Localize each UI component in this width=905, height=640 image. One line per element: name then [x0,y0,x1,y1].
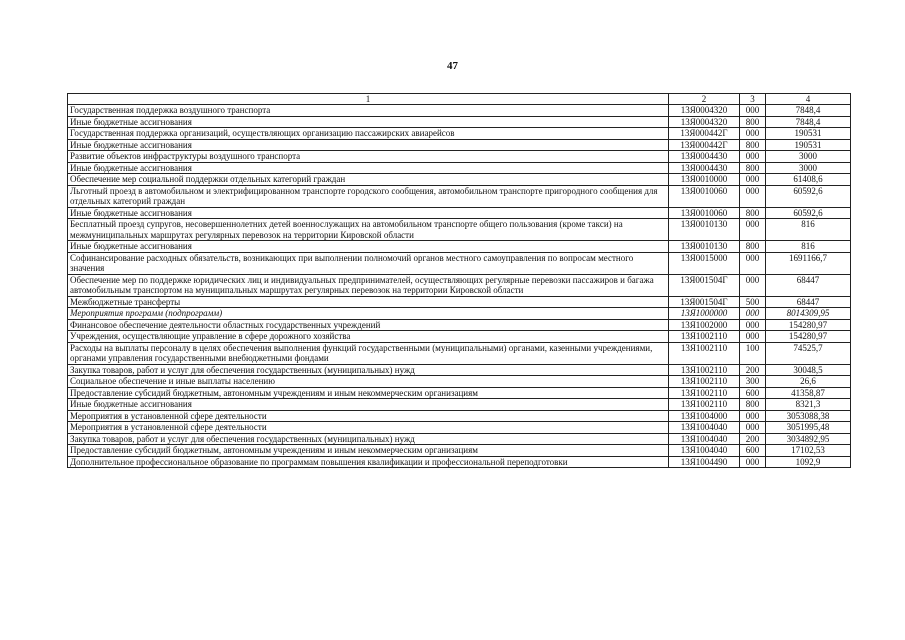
cell-name: Мероприятия программ (подпрограмм) [68,308,669,320]
cell-sum: 3000 [766,162,851,174]
cell-name: Расходы на выплаты персоналу в целях обеспечения выполнения функций государственными (муниципальными) органами, казенными учреждениями, органами управления государственными внебюджетными фондами [68,342,669,364]
cell-name: Учреждения, осуществляющие управление в сфере дорожного хозяйства [68,331,669,343]
table-row [68,105,851,117]
table-row [68,162,851,174]
cell-name: Дополнительное профессиональное образование по программам повышения квалификации и профессиональной переподготовки [68,456,669,468]
cell-name: Софинансирование расходных обязательств, возникающих при выполнении полномочий органов местного самоуправления по вопросам местного значения [68,252,669,274]
cell-type: 000 [740,128,766,140]
cell-sum: 190531 [766,128,851,140]
cell-sum: 68447 [766,274,851,296]
table-row [68,308,851,320]
cell-sum: 3000 [766,151,851,163]
cell-name: Обеспечение мер по поддержке юридических лиц и индивидуальных предпринимателей, осуществляющих регулярные перевозки пассажиров и багажа автомобильным транспортом на муниципальных маршрутах регулярных перевозок на территории Кировской области [68,274,669,296]
cell-type: 000 [740,219,766,241]
cell-sum: 3051995,48 [766,422,851,434]
cell-code: 13Я1002110 [669,376,740,388]
cell-sum: 8321,3 [766,399,851,411]
cell-code: 13Я1002110 [669,387,740,399]
cell-sum: 17102,53 [766,445,851,457]
cell-code: 13Я001504Г [669,274,740,296]
table-row [68,185,851,207]
cell-type: 100 [740,342,766,364]
table-row [68,274,851,296]
cell-sum: 68447 [766,296,851,308]
cell-name: Бесплатный проезд супругов, несовершеннолетних детей военнослужащих на автомобильном транспорте общего пользования (кроме такси) на межмуниципальных маршрутах регулярных перевозок на территории Кировской области [68,219,669,241]
cell-name: Государственная поддержка организаций, осуществляющих организацию пассажирских авиарейсов [68,128,669,140]
cell-code: 13Я0004320 [669,105,740,117]
table-row [68,139,851,151]
cell-code: 13Я1002110 [669,399,740,411]
cell-code: 13Я0004320 [669,116,740,128]
cell-code: 13Я0004430 [669,162,740,174]
table-row [68,342,851,364]
header-code: 2 [669,94,740,105]
cell-sum: 1691166,7 [766,252,851,274]
cell-type: 800 [740,241,766,253]
cell-sum: 816 [766,241,851,253]
page-number: 47 [447,60,458,72]
cell-code: 13Я1004040 [669,422,740,434]
cell-sum: 30048,5 [766,364,851,376]
cell-sum: 1092,9 [766,456,851,468]
cell-type: 000 [740,105,766,117]
cell-name: Льготный проезд в автомобильном и электрифицированном транспорте городского сообщения, автомобильном транспорте пригородного сообщения для отдельных категорий граждан [68,185,669,207]
cell-code: 13Я1002110 [669,342,740,364]
cell-type: 500 [740,296,766,308]
table-row [68,456,851,468]
cell-sum: 60592,6 [766,207,851,219]
cell-sum: 7848,4 [766,116,851,128]
cell-sum: 816 [766,219,851,241]
cell-code: 13Я0010130 [669,241,740,253]
cell-code: 13Я0004430 [669,151,740,163]
table-row [68,151,851,163]
cell-code: 13Я1004000 [669,410,740,422]
table-row [68,128,851,140]
table-row [68,252,851,274]
cell-sum: 3034892,95 [766,433,851,445]
cell-type: 000 [740,422,766,434]
table-row [68,296,851,308]
cell-name: Социальное обеспечение и иные выплаты населению [68,376,669,388]
cell-name: Финансовое обеспечение деятельности областных государственных учреждений [68,319,669,331]
cell-code: 13Я1004040 [669,445,740,457]
table-row [68,219,851,241]
table-row [68,174,851,186]
cell-code: 13Я1000000 [669,308,740,320]
table-body [68,105,851,468]
cell-code: 13Я000442Г [669,128,740,140]
cell-type: 800 [740,139,766,151]
cell-name: Государственная поддержка воздушного транспорта [68,105,669,117]
cell-type: 200 [740,433,766,445]
cell-type: 300 [740,376,766,388]
header-type: 3 [740,94,766,105]
cell-name: Предоставление субсидий бюджетным, автономным учреждениям и иным некоммерческим организациям [68,445,669,457]
table-row [68,445,851,457]
cell-sum: 26,6 [766,376,851,388]
cell-code: 13Я1004040 [669,433,740,445]
cell-name: Межбюджетные трансферты [68,296,669,308]
table-row [68,410,851,422]
cell-sum: 8014309,95 [766,308,851,320]
cell-code: 13Я0010060 [669,207,740,219]
cell-code: 13Я0010130 [669,219,740,241]
cell-name: Предоставление субсидий бюджетным, автономным учреждениям и иным некоммерческим организациям [68,387,669,399]
cell-type: 800 [740,207,766,219]
cell-name: Мероприятия в установленной сфере деятельности [68,422,669,434]
cell-type: 000 [740,185,766,207]
cell-type: 000 [740,319,766,331]
cell-code: 13Я1002000 [669,319,740,331]
table-row [68,319,851,331]
table-row [68,433,851,445]
cell-sum: 74525,7 [766,342,851,364]
cell-code: 13Я1004490 [669,456,740,468]
cell-name: Мероприятия в установленной сфере деятельности [68,410,669,422]
table-row [68,422,851,434]
cell-type: 000 [740,274,766,296]
cell-type: 800 [740,116,766,128]
table-row [68,331,851,343]
cell-name: Закупка товаров, работ и услуг для обеспечения государственных (муниципальных) нужд [68,433,669,445]
table-row [68,399,851,411]
table-row [68,207,851,219]
cell-type: 200 [740,364,766,376]
cell-sum: 154280,97 [766,331,851,343]
cell-name: Обеспечение мер социальной поддержки отдельных категорий граждан [68,174,669,186]
cell-code: 13Я0015000 [669,252,740,274]
cell-type: 000 [740,151,766,163]
cell-type: 000 [740,410,766,422]
cell-name: Иные бюджетные ассигнования [68,162,669,174]
cell-type: 000 [740,252,766,274]
cell-sum: 60592,6 [766,185,851,207]
header-name: 1 [68,94,669,105]
cell-sum: 61408,6 [766,174,851,186]
cell-code: 13Я1002110 [669,331,740,343]
table-row [68,241,851,253]
cell-sum: 7848,4 [766,105,851,117]
cell-code: 13Я1002110 [669,364,740,376]
cell-name: Иные бюджетные ассигнования [68,139,669,151]
cell-sum: 190531 [766,139,851,151]
cell-name: Иные бюджетные ассигнования [68,399,669,411]
table-row [68,364,851,376]
cell-type: 600 [740,387,766,399]
cell-type: 000 [740,331,766,343]
cell-sum: 3053088,38 [766,410,851,422]
cell-sum: 154280,97 [766,319,851,331]
cell-name: Развитие объектов инфраструктуры воздушного транспорта [68,151,669,163]
cell-type: 000 [740,456,766,468]
table-row [68,116,851,128]
cell-name: Закупка товаров, работ и услуг для обеспечения государственных (муниципальных) нужд [68,364,669,376]
cell-type: 000 [740,174,766,186]
table-row [68,376,851,388]
cell-name: Иные бюджетные ассигнования [68,116,669,128]
cell-code: 13Я001504Г [669,296,740,308]
table-header-row [68,94,851,105]
cell-type: 800 [740,162,766,174]
cell-type: 000 [740,308,766,320]
cell-name: Иные бюджетные ассигнования [68,241,669,253]
cell-code: 13Я000442Г [669,139,740,151]
cell-name: Иные бюджетные ассигнования [68,207,669,219]
cell-type: 800 [740,399,766,411]
cell-type: 600 [740,445,766,457]
budget-table [67,93,851,468]
cell-code: 13Я0010060 [669,185,740,207]
header-sum: 4 [766,94,851,105]
table-row [68,387,851,399]
cell-code: 13Я0010000 [669,174,740,186]
cell-sum: 41358,87 [766,387,851,399]
